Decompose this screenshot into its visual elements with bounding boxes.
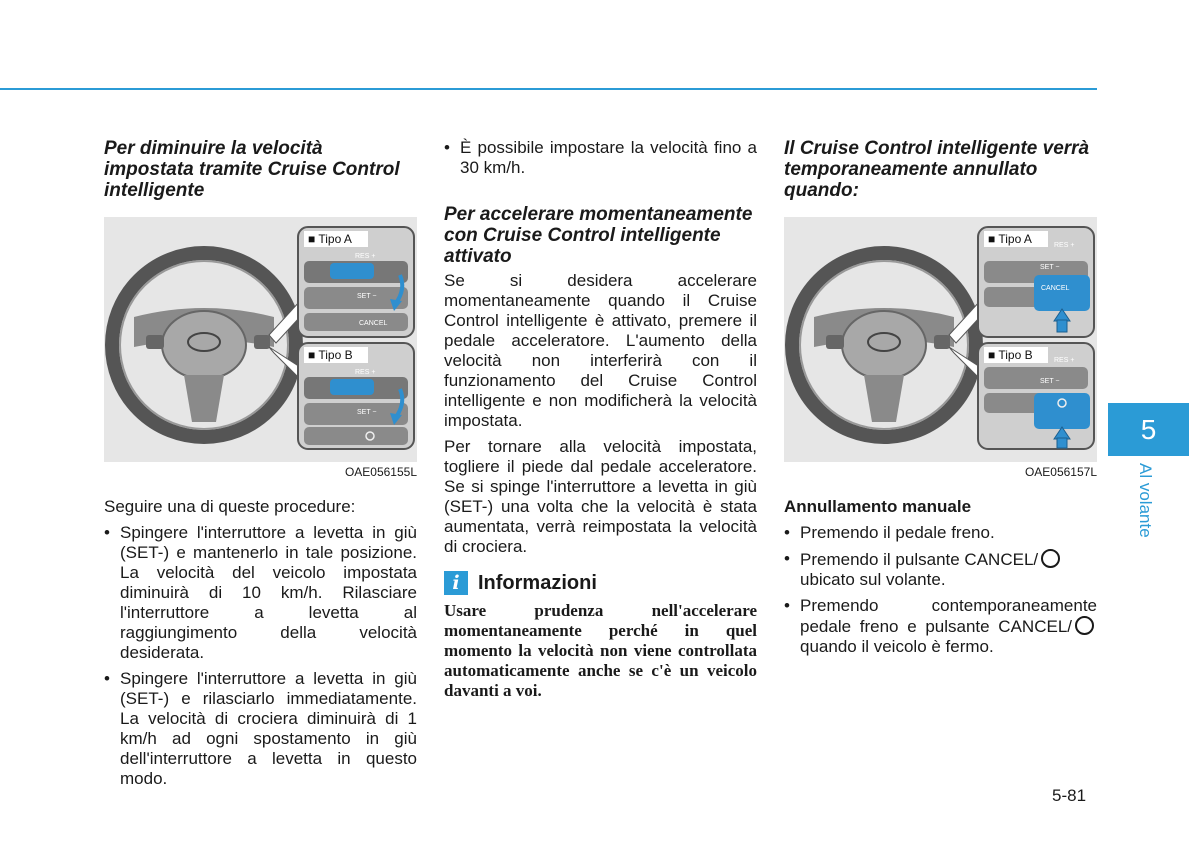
cancel-button-highlight [1034, 275, 1090, 311]
list-item: • È possibile impostare la velocità fino a 30 km/h. [444, 138, 757, 178]
section-heading-decrease-speed: Per diminuire la velocità impostata tramite Cruise Control intelligente [104, 138, 400, 201]
steering-wheel-figure-cancel [784, 217, 1097, 462]
accelerate-paragraph: Se si desidera accelerare momentaneamente quando il Cruise Control intelligente è attivato, premere il pedale acceleratore. L'aumento della velocità non interferirà con il funzionamento del Cruise Control intelligente e non modificherà la velocità impostata. [444, 271, 757, 430]
list-item [784, 523, 1097, 543]
info-box-header [444, 571, 757, 595]
tipo-b-label: ■ Tipo B [988, 348, 1033, 362]
figure-code: OAE056155L [344, 465, 417, 479]
cancel-label: CANCEL [1041, 285, 1070, 292]
procedure-intro: Seguire una di queste procedure: [104, 497, 356, 516]
column-middle [444, 138, 757, 701]
info-icon: i [444, 571, 468, 595]
set-label: SET − [1040, 264, 1060, 271]
chapter-tab: 5 [1108, 403, 1189, 456]
steering-wheel-graphic [792, 253, 976, 437]
info-title: Informazioni [478, 571, 597, 594]
section-heading-cancel: Il Cruise Control intelligente verrà temporaneamente annullato quando: [784, 138, 1090, 201]
tipo-a-label: ■ Tipo A [988, 232, 1032, 246]
list-item-text: quando il veicolo è fermo. [800, 637, 994, 656]
cancel-label: CANCEL [359, 320, 388, 327]
procedure-list [104, 523, 417, 789]
chapter-title: Al volante [1136, 463, 1155, 538]
steering-wheel-illustration [784, 217, 1097, 462]
tipo-a-label: ■ Tipo A [308, 232, 352, 246]
set-label: SET − [1040, 378, 1060, 385]
steering-wheel-figure-set [104, 217, 417, 462]
manual-cancel-heading: Annullamento manuale [784, 497, 972, 516]
figure-code: OAE056157L [1024, 465, 1097, 479]
set-label: SET − [357, 409, 377, 416]
res-label: RES + [1054, 242, 1075, 249]
list-item [784, 549, 1097, 590]
tipo-b-label: ■ Tipo B [308, 348, 353, 362]
cancel-list [784, 523, 1097, 657]
column-right [784, 138, 1097, 663]
column-left [104, 138, 417, 795]
circle-button-icon [1075, 616, 1094, 635]
res-label: RES + [1054, 357, 1075, 364]
list-item [784, 596, 1097, 657]
list-item-text: Premendo il pedale freno. [800, 523, 995, 542]
list-item: • Spingere l'interruttore a levetta in giù (SET-) e mantenerlo in tale posizione. La velocità del veicolo impostata diminuirà di 10 km/h. Rilasciare l'interruttore a levetta al raggiungimento della velocità desiderata. [104, 523, 417, 663]
circle-button-icon [1041, 549, 1060, 568]
steering-wheel-illustration [104, 217, 417, 462]
list-item-text: Premendo il pulsante CANCEL/ [800, 550, 1039, 569]
steering-wheel-graphic [112, 253, 296, 437]
list-item: • Spingere l'interruttore a levetta in giù (SET-) e rilasciarlo immediatamente. La velocità di crociera diminuirà di 1 km/h ad ogni spostamento in giù dell'interruttore a levetta in questo modo. [104, 669, 417, 789]
res-label: RES + [355, 253, 376, 260]
page-number: 5-81 [1052, 786, 1087, 805]
return-speed-paragraph: Per tornare alla velocità impostata, togliere il piede dal pedale acceleratore. Se si spinge l'interruttore a levetta in giù (SET-) una volta che la velocità è stata aumentata, verrà reimpostata la velocità di crociera. [444, 437, 757, 556]
toggle-switch-highlight [330, 263, 374, 279]
res-label: RES + [355, 369, 376, 376]
list-item-text: ubicato sul volante. [800, 570, 946, 589]
section-heading-accelerate: Per accelerare momentaneamente con Cruise Control intelligente attivato [444, 204, 753, 267]
set-label: SET − [357, 293, 377, 300]
speed-note-list [444, 138, 757, 178]
list-item-text: Premendo contemporaneamente pedale freno e pulsante CANCEL/ [800, 596, 1097, 636]
info-text: Usare prudenza nell'accelerare momentaneamente perché in quel momento la velocità non viene controllata automaticamente anche se c'è un veicolo davanti a voi. [444, 601, 757, 700]
header-rule [0, 88, 1097, 90]
toggle-switch-highlight [330, 379, 374, 395]
